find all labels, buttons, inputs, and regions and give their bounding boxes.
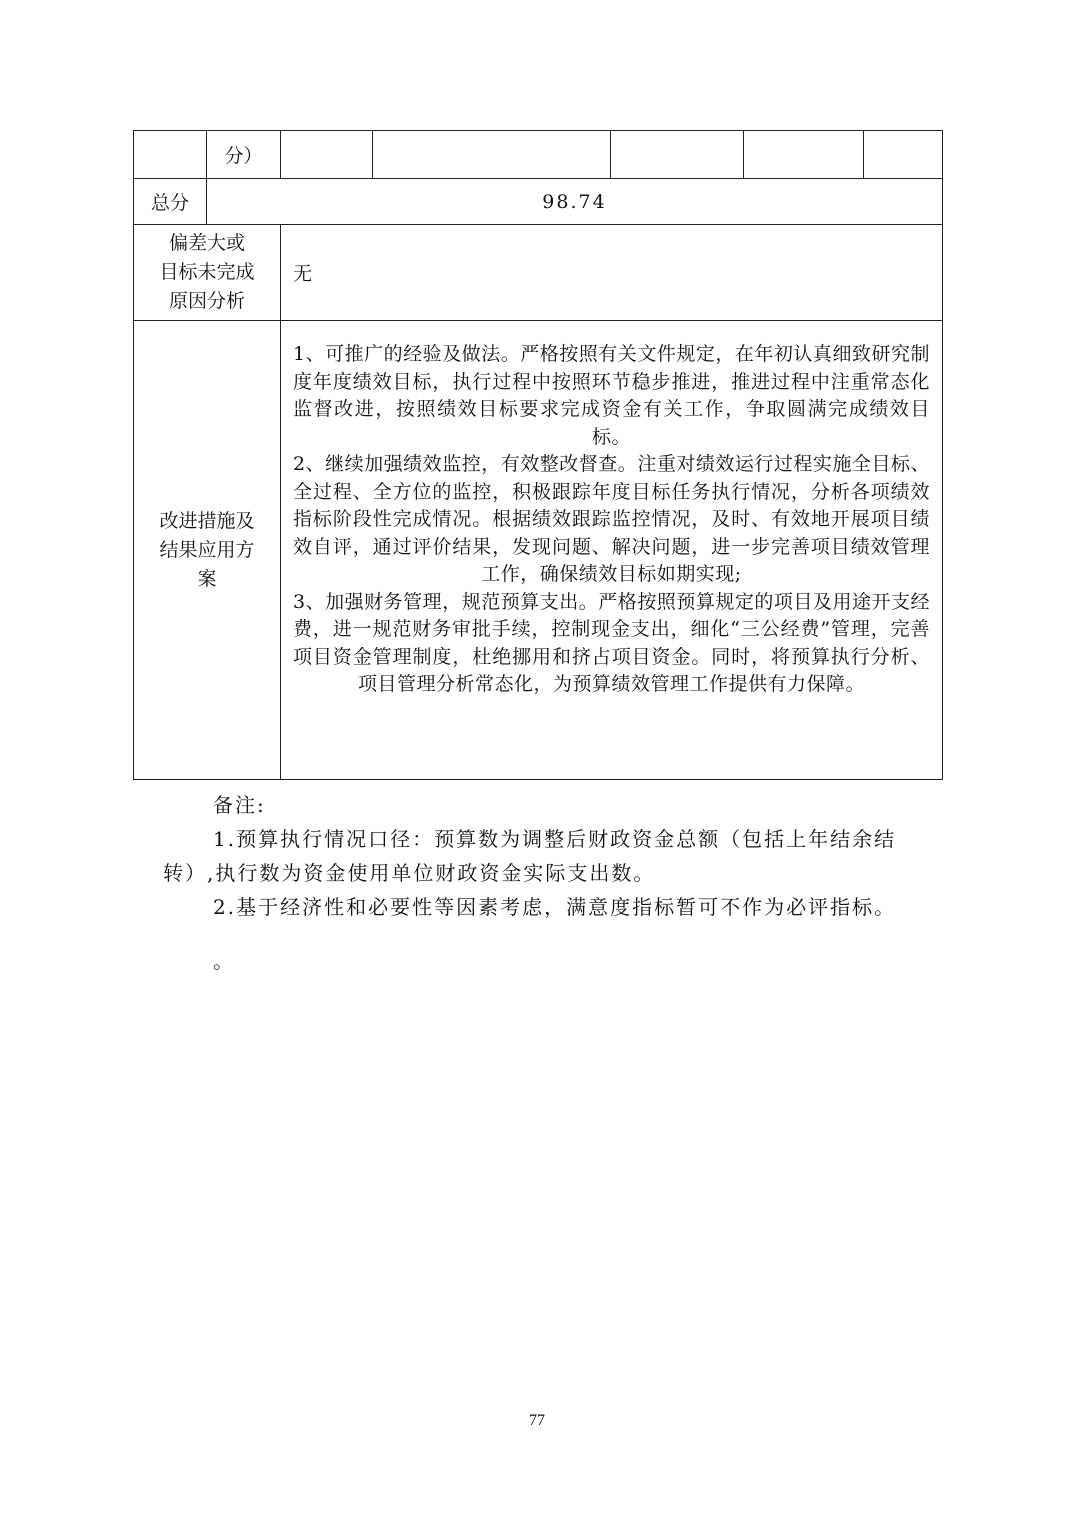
deviation-label-line: 偏差大或 — [168, 232, 245, 254]
empty-cell — [281, 131, 373, 179]
table-row-measures — [134, 321, 943, 780]
measures-label — [134, 321, 281, 780]
notes-trailing-mark: 。 — [213, 949, 235, 973]
measures-label-line: 改进措施及 — [159, 509, 255, 532]
total-label: 总分 — [134, 179, 207, 225]
notes-title: 备注: — [213, 793, 266, 817]
empty-cell — [134, 131, 207, 179]
measures-paragraph: 2、继续加强绩效监控，有效整改督查。注重对绩效运行过程实施全目标、全过程、全方位的监控，积极跟踪年度目标任务执行情况，分析各项绩效指标阶段性完成情况。根据绩效跟踪监控情况，及时、有效地开展项目绩效自评，通过评价结果，发现问题、解决问题，进一步完善项目绩效管理工作，确保绩效目标如期实现; — [293, 453, 930, 585]
measures-paragraph: 1、可推广的经验及做法。严格按照有关文件规定，在年初认真细致研究制度年度绩效目标，执行过程中按照环节稳步推进，推进过程中注重常态化监督改进，按照绩效目标要求完成资金有关工作，争取圆满完成绩效目标。 — [293, 343, 930, 448]
total-value: 98.74 — [207, 179, 943, 225]
page-number: 77 — [529, 1412, 545, 1429]
table-row-total — [134, 179, 943, 225]
deviation-value: 无 — [281, 225, 943, 321]
note-item: 1.预算执行情况口径：预算数为调整后财政资金总额（包括上年结余结转）,执行数为资金使用单位财政资金实际支出数。 — [163, 827, 897, 885]
deviation-label-line: 目标未完成 — [159, 261, 255, 283]
deviation-label — [134, 225, 281, 321]
fen-label: 分） — [207, 131, 281, 179]
measures-label-line: 案 — [197, 567, 217, 590]
note-item: 2.基于经济性和必要性等因素考虑，满意度指标暂可不作为必评指标。 — [213, 895, 897, 919]
empty-cell — [744, 131, 864, 179]
measures-paragraph: 3、加强财务管理，规范预算支出。严格按照预算规定的项目及用途开支经费，进一规范财务审批手续，控制现金支出，细化“三公经费”管理，完善项目资金管理制度，杜绝挪用和挤占项目资金。同时，将预算执行分析、项目管理分析常态化，为预算绩效管理工作提供有力保障。 — [293, 590, 930, 695]
table-row-deviation — [134, 225, 943, 321]
empty-cell — [864, 131, 943, 179]
measures-label-line: 结果应用方 — [159, 538, 255, 561]
notes-section — [163, 788, 923, 978]
empty-cell — [611, 131, 744, 179]
empty-cell — [373, 131, 611, 179]
measures-content — [281, 321, 943, 780]
table-row-fen — [134, 131, 943, 179]
performance-table — [133, 130, 943, 780]
deviation-label-line: 原因分析 — [168, 290, 245, 312]
